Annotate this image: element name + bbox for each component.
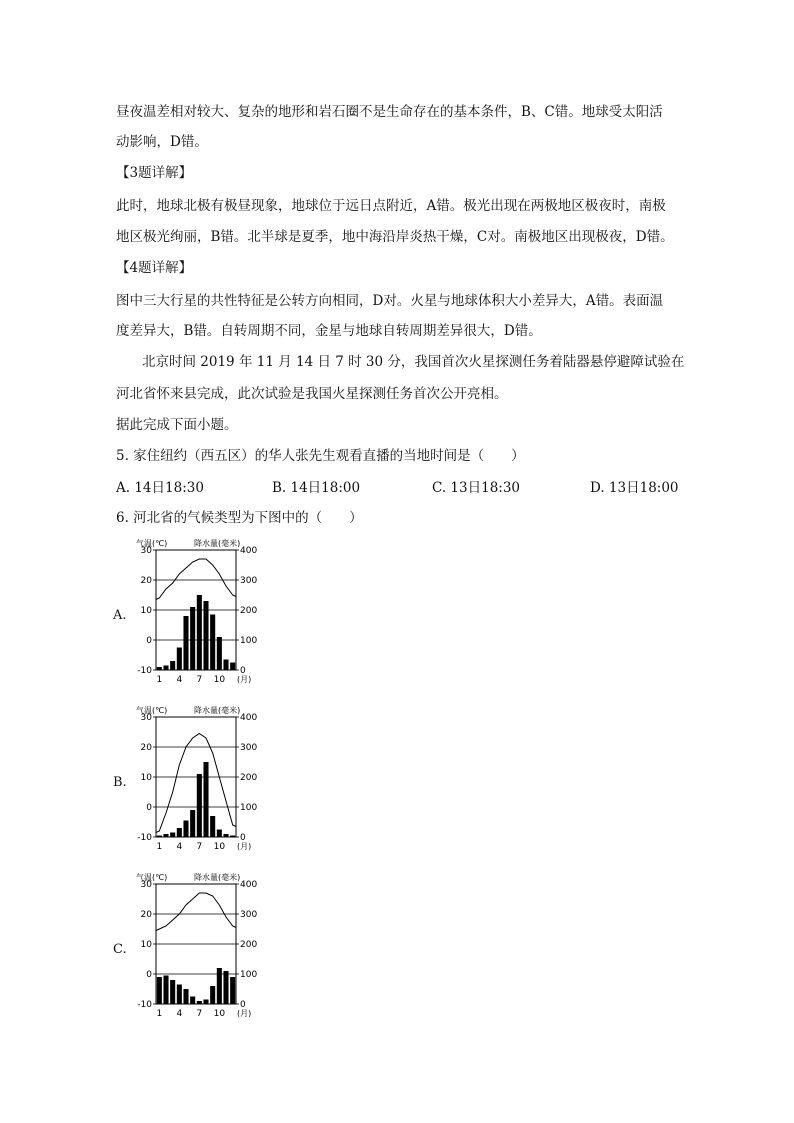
x-axis-unit: (月) [237, 842, 252, 851]
paragraph-line: 据此完成下面小题。 [116, 417, 238, 433]
precip-bar [177, 828, 182, 837]
precip-bar [163, 834, 168, 837]
left-tick-label: 20 [140, 910, 152, 920]
precip-bar [183, 616, 188, 670]
precip-bar [203, 601, 208, 670]
precip-bar [223, 971, 228, 1004]
left-tick-label: -10 [137, 1000, 152, 1010]
right-tick-label: 100 [240, 970, 258, 980]
precip-bar [190, 810, 195, 837]
x-tick-label: 4 [176, 1009, 183, 1019]
paragraph-line: 昼夜温差相对较大、复杂的地形和岩石圈不是生命存在的基本条件，B、C错。地球受太阳活 [116, 104, 663, 120]
x-tick-label: 7 [196, 842, 203, 852]
x-axis-unit: (月) [237, 1009, 252, 1018]
left-tick-label: 0 [146, 636, 152, 646]
precip-bar [183, 989, 188, 1004]
right-tick-label: 300 [240, 576, 258, 586]
option-b: B. 14日18:00 [272, 480, 361, 496]
question-5: 5. 家住纽约（西五区）的华人张先生观看直播的当地时间是（ ） [116, 448, 525, 464]
climate-chart-b [130, 705, 270, 857]
precip-bar [197, 774, 202, 837]
left-tick-label: 0 [146, 970, 152, 980]
paragraph-line: 图中三大行星的共性特征是公转方向相同，D对。火星与地球体积大小差异大，A错。表面温 [116, 293, 664, 309]
option-c: C. 13日18:30 [432, 480, 521, 496]
x-tick-label: 1 [156, 675, 163, 685]
precip-bar [197, 1001, 202, 1004]
right-tick-label: 200 [240, 940, 258, 950]
precip-bar [170, 661, 175, 670]
precip-axis-title: 降水量(毫米) [194, 706, 241, 715]
climate-chart-c [130, 872, 270, 1024]
x-tick-label: 4 [176, 675, 183, 685]
x-tick-label: 10 [213, 675, 226, 685]
paragraph-line: 此时，地球北极有极昼现象，地球位于远日点附近，A错。极光出现在两极地区极夜时，南极 [116, 198, 666, 214]
precip-bar [230, 663, 235, 671]
precip-axis-title: 降水量(毫米) [194, 539, 241, 548]
temp-axis-title: 气温(℃) [136, 539, 168, 548]
x-tick-label: 10 [213, 842, 226, 852]
precip-bar [170, 980, 175, 1004]
right-tick-label: 100 [240, 803, 258, 813]
left-tick-label: 10 [140, 606, 152, 616]
chart-label-c: C. [113, 942, 127, 957]
paragraph-line: 河北省怀来县完成，此次试验是我国火星探测任务首次公开亮相。 [116, 386, 508, 402]
precip-bar [223, 660, 228, 671]
x-tick-label: 1 [156, 1009, 163, 1019]
left-tick-label: 10 [140, 940, 152, 950]
temperature-line [156, 893, 236, 931]
left-tick-label: 30 [140, 713, 152, 723]
section-heading: 【3题详解】 [116, 165, 193, 181]
paragraph-line: 动影响，D错。 [116, 134, 208, 150]
precip-bar [203, 1000, 208, 1005]
precip-bar [157, 836, 162, 838]
precip-bar [183, 821, 188, 838]
right-tick-label: 0 [240, 833, 246, 843]
paragraph-line: 北京时间 2019 年 11 月 14 日 7 时 30 分，我国首次火星探测任务着陆器悬停避障试验在 [142, 354, 685, 370]
section-heading: 【4题详解】 [116, 260, 193, 276]
right-tick-label: 0 [240, 1000, 246, 1010]
temp-axis-title: 气温(℃) [136, 706, 168, 715]
precip-bar [177, 648, 182, 671]
left-tick-label: 20 [140, 576, 152, 586]
right-tick-label: 400 [240, 546, 258, 556]
right-tick-label: 300 [240, 743, 258, 753]
precip-bar [217, 830, 222, 838]
paragraph-line: 地区极光绚丽，B错。北半球是夏季，地中海沿岸炎热干燥，C对。南极地区出现极夜，D错。 [116, 229, 674, 245]
precip-bar [230, 836, 235, 838]
precip-bar [177, 985, 182, 1005]
precip-bar [203, 762, 208, 837]
left-tick-label: 30 [140, 880, 152, 890]
precip-bar [190, 997, 195, 1005]
climate-chart-a [130, 538, 270, 690]
left-tick-label: 0 [146, 803, 152, 813]
right-tick-label: 0 [240, 666, 246, 676]
left-tick-label: 30 [140, 546, 152, 556]
precip-bar [163, 976, 168, 1005]
left-tick-label: -10 [137, 666, 152, 676]
temperature-line [156, 734, 236, 833]
precip-bar [210, 816, 215, 837]
left-tick-label: 10 [140, 773, 152, 783]
precip-bar [210, 986, 215, 1004]
option-a: A. 14日18:30 [116, 480, 204, 496]
x-tick-label: 7 [196, 1009, 203, 1019]
x-tick-label: 10 [213, 1009, 226, 1019]
precip-bar [217, 968, 222, 1004]
precip-bar [190, 607, 195, 670]
precip-bar [230, 977, 235, 1004]
x-tick-label: 1 [156, 842, 163, 852]
temp-axis-title: 气温(℃) [136, 873, 168, 882]
left-tick-label: -10 [137, 833, 152, 843]
left-tick-label: 20 [140, 743, 152, 753]
precip-bar [170, 833, 175, 838]
chart-label-b: B. [113, 775, 127, 790]
right-tick-label: 200 [240, 606, 258, 616]
precip-bar [157, 977, 162, 1004]
right-tick-label: 400 [240, 713, 258, 723]
paragraph-line: 度差异大，B错。自转周期不同，金星与地球自转周期差异很大，D错。 [116, 323, 542, 339]
right-tick-label: 400 [240, 880, 258, 890]
precip-bar [223, 834, 228, 837]
x-tick-label: 4 [176, 842, 183, 852]
option-d: D. 13日18:00 [590, 480, 679, 496]
right-tick-label: 200 [240, 773, 258, 783]
precip-bar [210, 615, 215, 671]
chart-label-a: A. [113, 608, 127, 623]
precip-axis-title: 降水量(毫米) [194, 873, 241, 882]
precip-bar [157, 667, 162, 670]
right-tick-label: 300 [240, 910, 258, 920]
x-axis-unit: (月) [237, 675, 252, 684]
precip-bar [163, 666, 168, 671]
x-tick-label: 7 [196, 675, 203, 685]
temperature-line [156, 559, 236, 600]
question-6: 6. 河北省的气候类型为下图中的（ ） [116, 510, 363, 526]
precip-bar [197, 595, 202, 670]
right-tick-label: 100 [240, 636, 258, 646]
precip-bar [217, 637, 222, 670]
